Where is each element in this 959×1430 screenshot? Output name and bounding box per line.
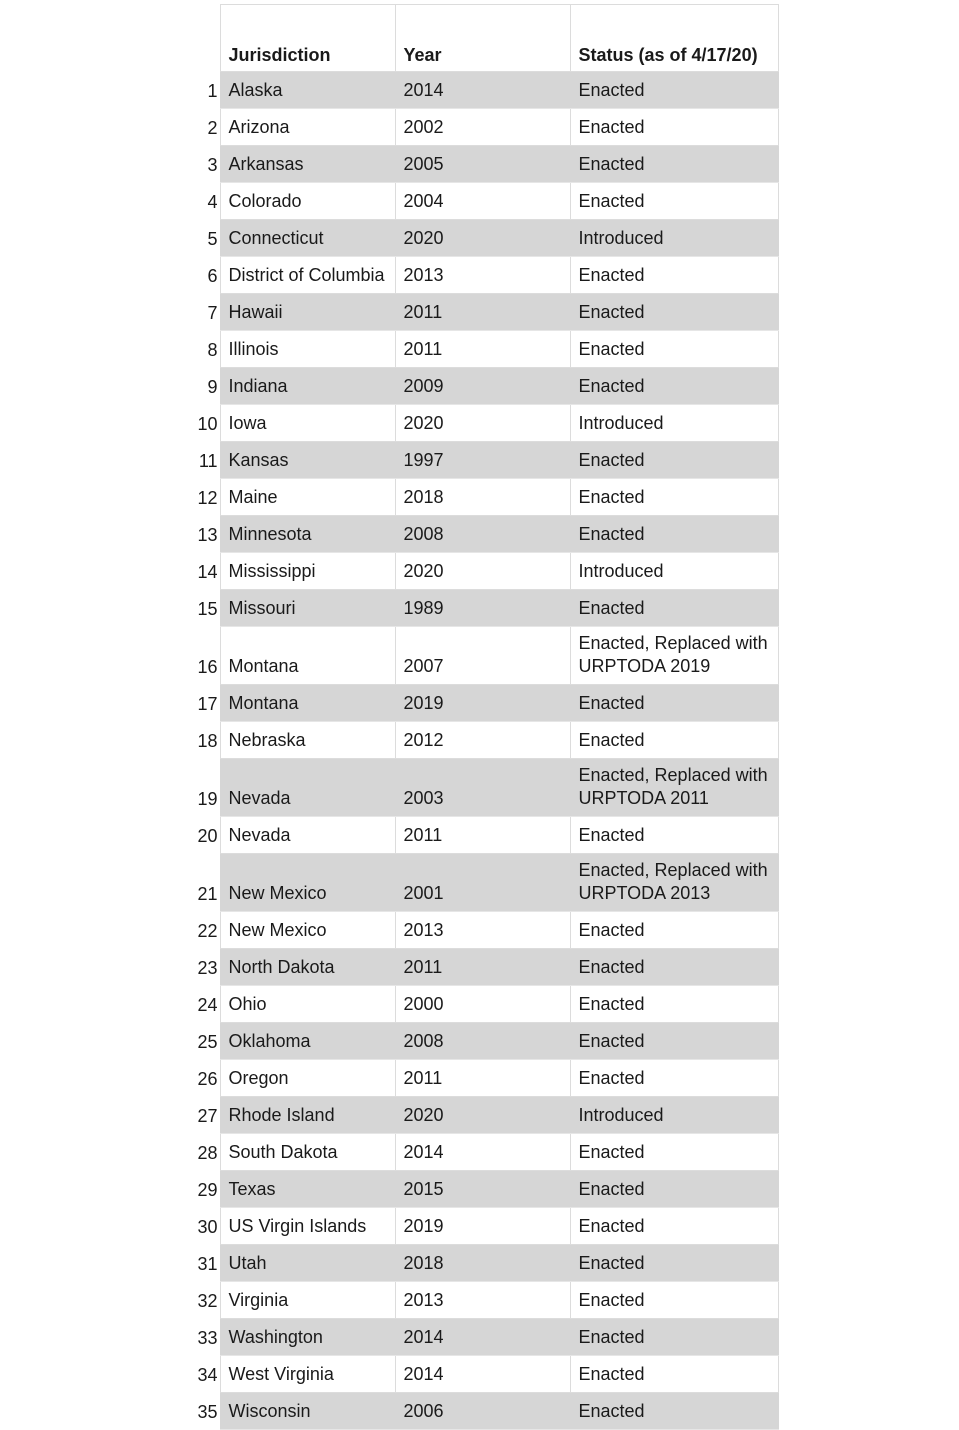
status-cell[interactable]: Enacted xyxy=(570,685,778,722)
year-cell[interactable]: 2013 xyxy=(395,257,570,294)
jurisdiction-cell[interactable]: Minnesota xyxy=(220,516,395,553)
jurisdiction-cell[interactable]: District of Columbia xyxy=(220,257,395,294)
jurisdiction-cell[interactable]: Kansas xyxy=(220,442,395,479)
row-number: 33 xyxy=(0,1319,220,1356)
year-cell[interactable]: 2002 xyxy=(395,109,570,146)
status-cell[interactable]: Enacted xyxy=(570,1393,778,1430)
row-number: 23 xyxy=(0,949,220,986)
row-number: 22 xyxy=(0,912,220,949)
status-header[interactable]: Status (as of 4/17/20) xyxy=(570,5,778,72)
row-number: 31 xyxy=(0,1245,220,1282)
year-cell[interactable]: 2011 xyxy=(395,817,570,854)
status-cell[interactable]: Enacted, Replaced with URPTODA 2013 xyxy=(570,854,778,912)
jurisdiction-cell[interactable]: Iowa xyxy=(220,405,395,442)
status-cell[interactable]: Enacted xyxy=(570,986,778,1023)
table-row xyxy=(0,516,778,553)
year-cell[interactable]: 2015 xyxy=(395,1171,570,1208)
jurisdiction-cell[interactable]: Alaska xyxy=(220,72,395,109)
row-number: 12 xyxy=(0,479,220,516)
table-row xyxy=(0,949,778,986)
table-row xyxy=(0,1134,778,1171)
row-number: 34 xyxy=(0,1356,220,1393)
year-cell[interactable]: 2013 xyxy=(395,912,570,949)
table-row xyxy=(0,331,778,368)
table-row xyxy=(0,109,778,146)
status-cell[interactable]: Enacted xyxy=(570,1023,778,1060)
status-cell[interactable]: Enacted xyxy=(570,1319,778,1356)
year-cell[interactable]: 2014 xyxy=(395,72,570,109)
row-number: 16 xyxy=(0,627,220,685)
year-cell[interactable]: 2014 xyxy=(395,1319,570,1356)
year-header[interactable]: Year xyxy=(395,5,570,72)
status-cell[interactable]: Enacted xyxy=(570,1356,778,1393)
status-cell[interactable]: Enacted xyxy=(570,72,778,109)
jurisdiction-cell[interactable]: Hawaii xyxy=(220,294,395,331)
year-cell[interactable]: 2011 xyxy=(395,294,570,331)
status-cell[interactable]: Enacted xyxy=(570,479,778,516)
row-number: 20 xyxy=(0,817,220,854)
jurisdiction-cell[interactable]: Indiana xyxy=(220,368,395,405)
jurisdiction-cell[interactable]: Nebraska xyxy=(220,722,395,759)
jurisdiction-cell[interactable]: Nevada xyxy=(220,759,395,817)
row-number: 1 xyxy=(0,72,220,109)
table-row xyxy=(0,1060,778,1097)
table-row xyxy=(0,1245,778,1282)
table-row xyxy=(0,72,778,109)
jurisdiction-cell[interactable]: Arizona xyxy=(220,109,395,146)
header-row xyxy=(0,5,778,72)
row-number: 6 xyxy=(0,257,220,294)
year-cell[interactable]: 2008 xyxy=(395,516,570,553)
year-cell[interactable]: 2014 xyxy=(395,1134,570,1171)
row-number: 14 xyxy=(0,553,220,590)
status-cell[interactable]: Enacted xyxy=(570,1245,778,1282)
table-row xyxy=(0,627,778,685)
jurisdiction-cell[interactable]: Oklahoma xyxy=(220,1023,395,1060)
jurisdiction-cell[interactable]: Colorado xyxy=(220,183,395,220)
jurisdiction-cell[interactable]: Mississippi xyxy=(220,553,395,590)
jurisdiction-cell[interactable]: Rhode Island xyxy=(220,1097,395,1134)
row-number: 5 xyxy=(0,220,220,257)
row-number: 8 xyxy=(0,331,220,368)
jurisdiction-cell[interactable]: Maine xyxy=(220,479,395,516)
jurisdiction-cell[interactable]: Wisconsin xyxy=(220,1393,395,1430)
row-number: 18 xyxy=(0,722,220,759)
jurisdiction-cell[interactable]: New Mexico xyxy=(220,912,395,949)
row-number: 11 xyxy=(0,442,220,479)
year-cell[interactable]: 2001 xyxy=(395,854,570,912)
status-cell[interactable]: Enacted xyxy=(570,331,778,368)
jurisdiction-cell[interactable]: North Dakota xyxy=(220,949,395,986)
table-row xyxy=(0,1097,778,1134)
row-number: 13 xyxy=(0,516,220,553)
year-cell[interactable]: 2020 xyxy=(395,405,570,442)
row-number: 17 xyxy=(0,685,220,722)
table-row xyxy=(0,817,778,854)
jurisdiction-cell[interactable]: South Dakota xyxy=(220,1134,395,1171)
jurisdiction-cell[interactable]: Nevada xyxy=(220,817,395,854)
table-row xyxy=(0,759,778,817)
status-cell[interactable]: Introduced xyxy=(570,220,778,257)
table-row xyxy=(0,854,778,912)
jurisdiction-cell[interactable]: Montana xyxy=(220,685,395,722)
jurisdiction-cell[interactable]: West Virginia xyxy=(220,1356,395,1393)
row-number: 3 xyxy=(0,146,220,183)
jurisdiction-cell[interactable]: Utah xyxy=(220,1245,395,1282)
row-number-header xyxy=(0,5,220,72)
table-row xyxy=(0,1282,778,1319)
table-row xyxy=(0,912,778,949)
row-number: 19 xyxy=(0,759,220,817)
year-cell[interactable]: 2011 xyxy=(395,331,570,368)
year-cell[interactable]: 2020 xyxy=(395,1097,570,1134)
status-cell[interactable]: Enacted xyxy=(570,183,778,220)
status-cell[interactable]: Enacted xyxy=(570,1134,778,1171)
year-cell[interactable]: 2019 xyxy=(395,685,570,722)
year-cell[interactable]: 2020 xyxy=(395,553,570,590)
table-row xyxy=(0,257,778,294)
table-row xyxy=(0,479,778,516)
status-cell[interactable]: Introduced xyxy=(570,1097,778,1134)
year-cell[interactable]: 2014 xyxy=(395,1356,570,1393)
status-cell[interactable]: Enacted xyxy=(570,516,778,553)
row-number: 10 xyxy=(0,405,220,442)
row-number: 7 xyxy=(0,294,220,331)
jurisdiction-cell[interactable]: Ohio xyxy=(220,986,395,1023)
spreadsheet-table-container xyxy=(0,4,779,1430)
status-cell[interactable]: Enacted xyxy=(570,146,778,183)
row-number: 35 xyxy=(0,1393,220,1430)
row-number: 15 xyxy=(0,590,220,627)
year-cell[interactable]: 2013 xyxy=(395,1282,570,1319)
table-row xyxy=(0,442,778,479)
table-row xyxy=(0,986,778,1023)
status-cell[interactable]: Enacted xyxy=(570,912,778,949)
row-number: 29 xyxy=(0,1171,220,1208)
table-row xyxy=(0,368,778,405)
table-row xyxy=(0,1393,778,1430)
status-cell[interactable]: Enacted, Replaced with URPTODA 2011 xyxy=(570,759,778,817)
jurisdiction-cell[interactable]: Illinois xyxy=(220,331,395,368)
status-cell[interactable]: Enacted xyxy=(570,590,778,627)
status-cell[interactable]: Enacted xyxy=(570,257,778,294)
row-number: 25 xyxy=(0,1023,220,1060)
year-cell[interactable]: 2008 xyxy=(395,1023,570,1060)
table-row xyxy=(0,1023,778,1060)
row-number: 24 xyxy=(0,986,220,1023)
table-row xyxy=(0,294,778,331)
year-cell[interactable]: 2004 xyxy=(395,183,570,220)
year-cell[interactable]: 2000 xyxy=(395,986,570,1023)
year-cell[interactable]: 1989 xyxy=(395,590,570,627)
status-cell[interactable]: Introduced xyxy=(570,553,778,590)
year-cell[interactable]: 2011 xyxy=(395,949,570,986)
row-number: 21 xyxy=(0,854,220,912)
jurisdiction-cell[interactable]: Oregon xyxy=(220,1060,395,1097)
year-cell[interactable]: 2020 xyxy=(395,220,570,257)
status-cell[interactable]: Enacted xyxy=(570,949,778,986)
table-row xyxy=(0,590,778,627)
table-row xyxy=(0,1319,778,1356)
year-cell[interactable]: 2019 xyxy=(395,1208,570,1245)
row-number: 27 xyxy=(0,1097,220,1134)
status-cell[interactable]: Enacted xyxy=(570,1171,778,1208)
status-cell[interactable]: Enacted xyxy=(570,1208,778,1245)
table-row xyxy=(0,685,778,722)
jurisdiction-cell[interactable]: Washington xyxy=(220,1319,395,1356)
status-cell[interactable]: Enacted, Replaced with URPTODA 2019 xyxy=(570,627,778,685)
year-cell[interactable]: 1997 xyxy=(395,442,570,479)
status-cell[interactable]: Enacted xyxy=(570,722,778,759)
table-row xyxy=(0,146,778,183)
year-cell[interactable]: 2006 xyxy=(395,1393,570,1430)
status-cell[interactable]: Enacted xyxy=(570,1060,778,1097)
table-row xyxy=(0,722,778,759)
status-cell[interactable]: Enacted xyxy=(570,368,778,405)
row-number: 26 xyxy=(0,1060,220,1097)
status-cell[interactable]: Enacted xyxy=(570,1282,778,1319)
table-row xyxy=(0,1171,778,1208)
table-row xyxy=(0,183,778,220)
jurisdiction-cell[interactable]: Connecticut xyxy=(220,220,395,257)
row-number: 28 xyxy=(0,1134,220,1171)
table-row xyxy=(0,405,778,442)
jurisdiction-header[interactable]: Jurisdiction xyxy=(220,5,395,72)
status-cell[interactable]: Enacted xyxy=(570,294,778,331)
table-row xyxy=(0,1208,778,1245)
year-cell[interactable]: 2012 xyxy=(395,722,570,759)
status-cell[interactable]: Enacted xyxy=(570,442,778,479)
year-cell[interactable]: 2011 xyxy=(395,1060,570,1097)
status-cell[interactable]: Enacted xyxy=(570,817,778,854)
year-cell[interactable]: 2009 xyxy=(395,368,570,405)
jurisdiction-cell[interactable]: Arkansas xyxy=(220,146,395,183)
row-number: 2 xyxy=(0,109,220,146)
row-number: 9 xyxy=(0,368,220,405)
year-cell[interactable]: 2005 xyxy=(395,146,570,183)
row-number: 30 xyxy=(0,1208,220,1245)
table-row xyxy=(0,220,778,257)
year-cell[interactable]: 2007 xyxy=(395,627,570,685)
year-cell[interactable]: 2018 xyxy=(395,1245,570,1282)
table-row xyxy=(0,1356,778,1393)
year-cell[interactable]: 2003 xyxy=(395,759,570,817)
jurisdiction-cell[interactable]: US Virgin Islands xyxy=(220,1208,395,1245)
status-cell[interactable]: Enacted xyxy=(570,109,778,146)
row-number: 32 xyxy=(0,1282,220,1319)
jurisdiction-cell[interactable]: New Mexico xyxy=(220,854,395,912)
jurisdiction-cell[interactable]: Missouri xyxy=(220,590,395,627)
jurisdiction-cell[interactable]: Montana xyxy=(220,627,395,685)
row-number: 4 xyxy=(0,183,220,220)
year-cell[interactable]: 2018 xyxy=(395,479,570,516)
jurisdiction-status-table xyxy=(0,4,779,1430)
status-cell[interactable]: Introduced xyxy=(570,405,778,442)
table-row xyxy=(0,553,778,590)
jurisdiction-cell[interactable]: Virginia xyxy=(220,1282,395,1319)
jurisdiction-cell[interactable]: Texas xyxy=(220,1171,395,1208)
